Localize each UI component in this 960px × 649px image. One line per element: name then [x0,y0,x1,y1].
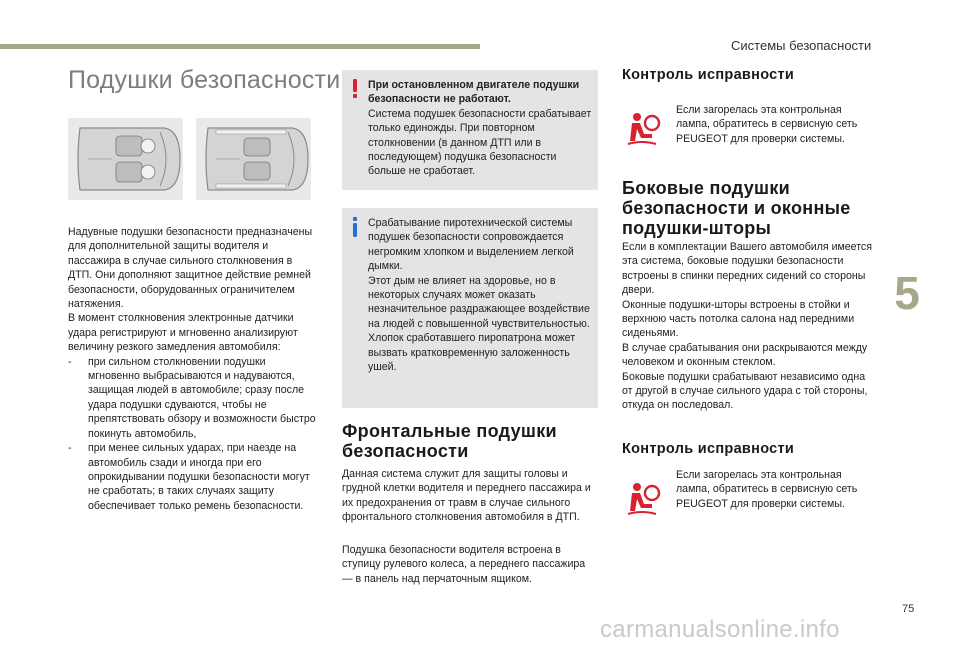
airbag-warning-icon [622,478,662,518]
info-box [342,208,598,408]
info-paragraph: Хлопок сработавшего пиропатрона может вызвать кратковременную заложенность ушей. [368,332,576,374]
car-front-airbags-illustration [68,118,183,200]
intro-text [68,225,318,513]
side-heading: Боковые подушки безопасности и оконные подушки-шторы [622,178,851,238]
info-paragraph: Срабатывание пиротехнической системы подушек безопасности сопровождается негромким хлопком и выделением легкой дымки. [368,217,574,273]
frontal-paragraph: Подушка безопасности водителя встроена в ступицу рулевого колеса, а переднего пассажира — в панель над перчаточным ящиком. [342,544,586,585]
exclamation-icon [348,78,362,100]
list-item: - при сильном столкновении подушки мгновенно выбрасываются и надуваются, защищая людей в автомобиле; сразу после удара подушки сдуваются, чтобы не препятствовать обзору и возможности быстро покинуть автомобиль, [68,355,316,440]
page-title: Подушки безопасности [68,66,341,94]
intro-paragraph: В момент столкновения электронные датчики удара регистрируют и мгновенно анализируют величину резкого замедления автомобиля: [68,312,298,354]
side-paragraph: Боковые подушки срабатывают независимо одна от другой в случае сильного удара с той стороны, откуда он последовал. [622,370,868,412]
info-icon [348,216,362,238]
side-text [622,240,872,413]
section-title: Системы безопасности [731,38,872,53]
info-paragraph: Этот дым не влияет на здоровье, но в некоторых случаях может оказать незначительное раздражающее воздействие на людей с повышенной чувствительностью. [368,274,590,330]
page-number: 75 [902,603,915,615]
warning-text: Система подушек безопасности срабатывает только единожды. При повторном столкновении (в данном ДТП или в последующем) подушка безопасности больше не сработает. [368,107,592,178]
watermark: carmanualsonline.info [600,616,840,643]
warning-bold-text: При остановленном двигателе подушки безопасности не работают. [368,79,580,106]
check-text: Если загорелась эта контрольная лампа, обратитесь в сервисную сеть PEUGEOT для проверки системы. [676,469,858,510]
car-side-airbags-illustration [196,118,311,200]
check-text: Если загорелась эта контрольная лампа, обратитесь в сервисную сеть PEUGEOT для проверки системы. [676,104,858,145]
side-paragraph: Если в комплектации Вашего автомобиля имеется эта система, боковые подушки безопасности встроены в спинки передних сидений со стороны двери. [622,241,872,297]
list-item: - при менее сильных ударах, при наезде на автомобиль сзади и иногда при его опрокидывании подушки безопасности могут не сработать; в таких случаях защиту обеспечивает только ремень безопасности. [68,442,310,512]
check-heading: Контроль исправности [622,67,795,83]
intro-paragraph: Надувные подушки безопасности предназначены для дополнительной защиты водителя и пассажира в случае сильного столкновения в ДТП. Они дополняют защитное действие ремней безопасности, оборудованных ограничителем натяжения. [68,226,313,311]
airbag-warning-icon [622,108,662,148]
check-heading: Контроль исправности [622,441,795,457]
accent-bar [0,44,480,49]
chapter-number: 5 [894,267,920,319]
side-paragraph: Оконные подушки-шторы встроены в стойки и верхнюю часть потолка салона над передними сиденьями. [622,298,855,340]
warning-box [342,70,598,190]
frontal-paragraph: Данная система служит для защиты головы и грудной клетки водителя и переднего пассажира и их предохранения от травм в случае сильного фронтального столкновения автомобиля в ДТП. [342,468,591,524]
side-paragraph: В случае срабатывания они раскрываются между человеком и оконным стеклом. [622,341,868,369]
frontal-heading: Фронтальные подушки безопасности [342,421,557,461]
